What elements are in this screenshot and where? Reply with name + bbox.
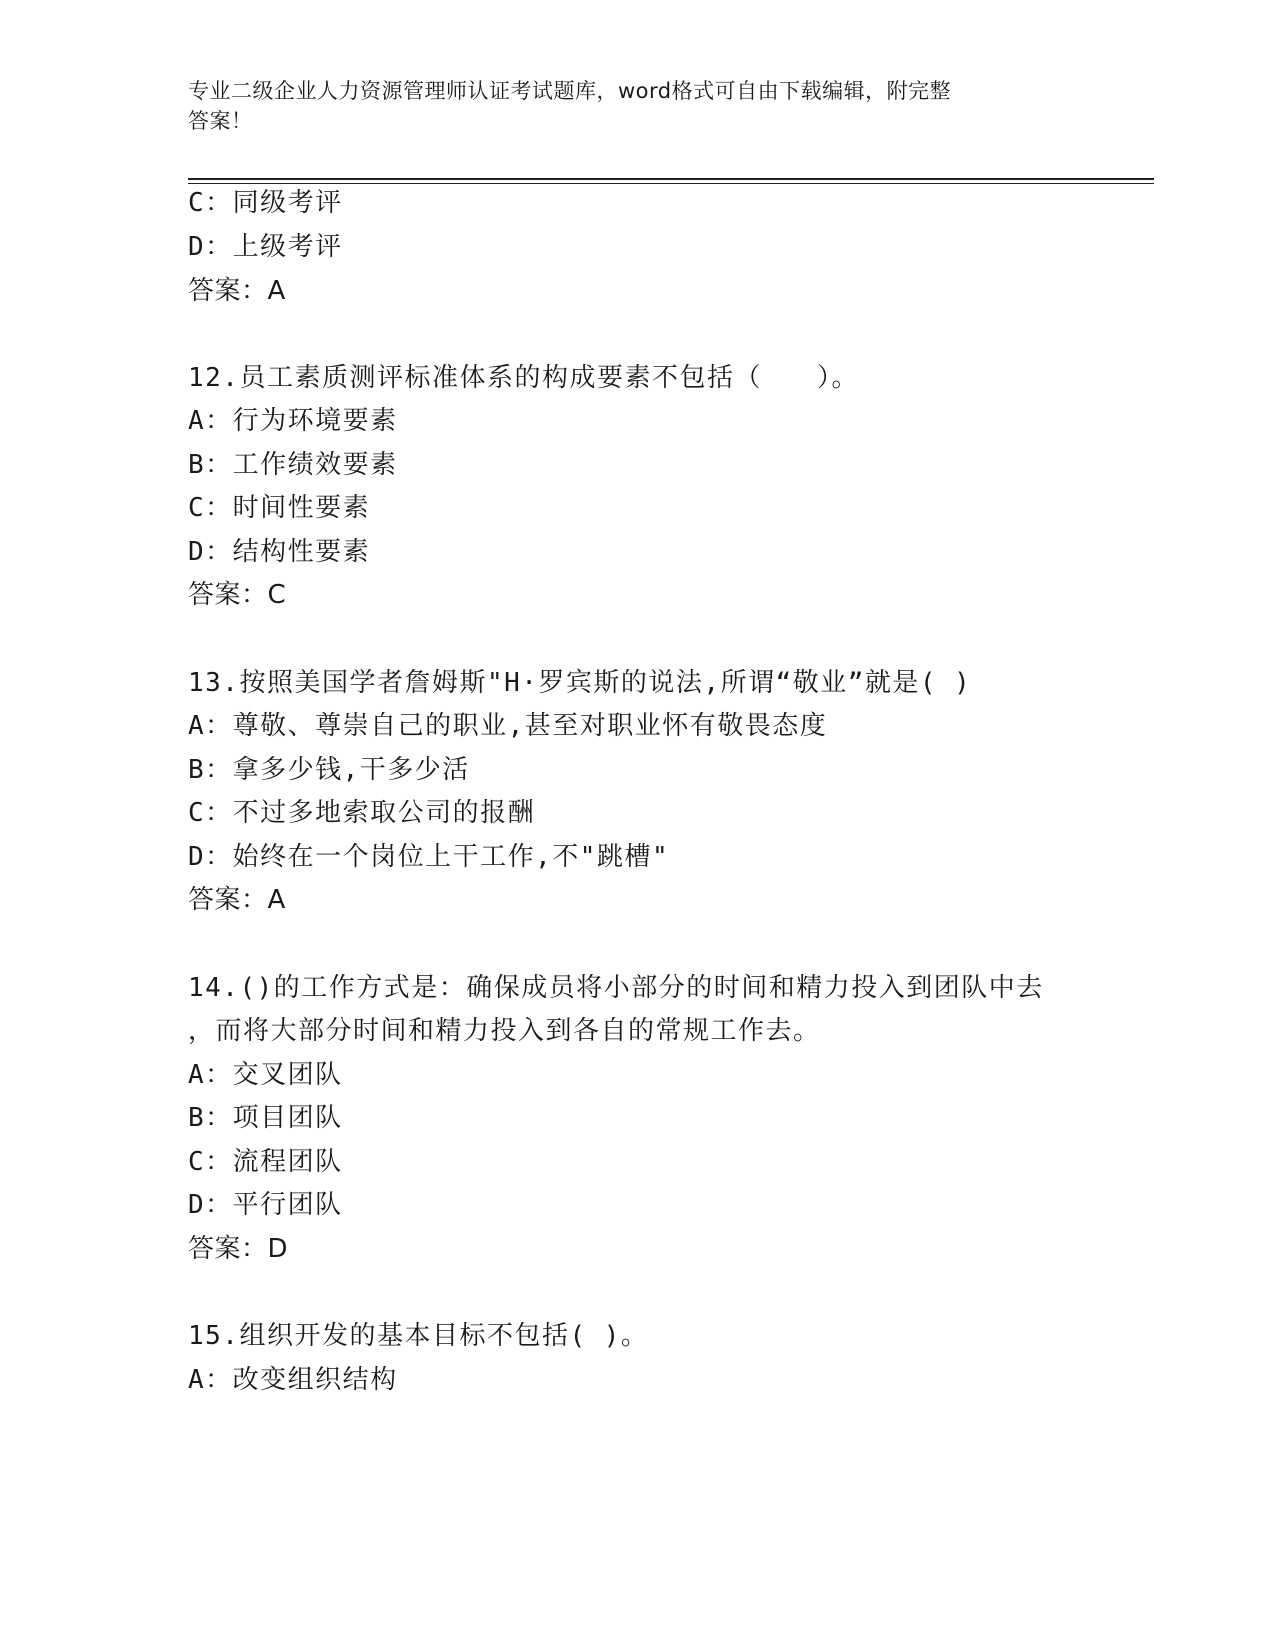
- q12-option-b: B：工作绩效要素: [188, 450, 398, 480]
- prev-option-c: C：同级考评: [188, 188, 343, 218]
- q14-option-b: B：项目团队: [188, 1103, 343, 1133]
- header-divider-thin: [188, 183, 1154, 184]
- q15-stem: 15.组织开发的基本目标不包括( )。: [188, 1321, 649, 1351]
- q13-option-a: A：尊敬、尊崇自己的职业,甚至对职业怀有敬畏态度: [188, 711, 828, 741]
- q14-stem-line2: ，而将大部分时间和精力投入到各自的常规工作去。: [188, 1016, 821, 1046]
- q14-option-c: C：流程团队: [188, 1147, 343, 1177]
- q12-stem: 12.员工素质测评标准体系的构成要素不包括（ ）。: [188, 363, 859, 393]
- q12-option-a: A：行为环境要素: [188, 406, 398, 436]
- q13-option-b: B：拿多少钱,干多少活: [188, 755, 470, 785]
- q13-stem: 13.按照美国学者詹姆斯"H·罗宾斯的说法,所谓“敬业”就是( ): [188, 668, 972, 698]
- q13-option-d: D：始终在一个岗位上干工作,不"跳槽": [188, 842, 670, 872]
- header-divider-thick: [188, 178, 1154, 180]
- q14-answer: 答案：D: [188, 1234, 289, 1264]
- q13-option-c: C：不过多地索取公司的报酬: [188, 798, 536, 828]
- header-title-line2: 答案！: [188, 109, 253, 133]
- q13-answer: 答案：A: [188, 885, 286, 915]
- q14-option-d: D：平行团队: [188, 1190, 343, 1220]
- q12-option-d: D：结构性要素: [188, 537, 371, 567]
- document-header: [188, 76, 1088, 136]
- q15-option-a: A：改变组织结构: [188, 1365, 398, 1395]
- prev-option-d: D：上级考评: [188, 232, 343, 262]
- q12-option-c: C：时间性要素: [188, 493, 371, 523]
- q12-answer: 答案：C: [188, 580, 287, 610]
- prev-answer: 答案：A: [188, 276, 286, 306]
- q14-stem-line1: 14.()的工作方式是：确保成员将小部分的时间和精力投入到团队中去: [188, 973, 1044, 1003]
- header-title-line1: 专业二级企业人力资源管理师认证考试题库，word格式可自由下载编辑，附完整: [188, 79, 952, 103]
- q14-option-a: A：交叉团队: [188, 1060, 343, 1090]
